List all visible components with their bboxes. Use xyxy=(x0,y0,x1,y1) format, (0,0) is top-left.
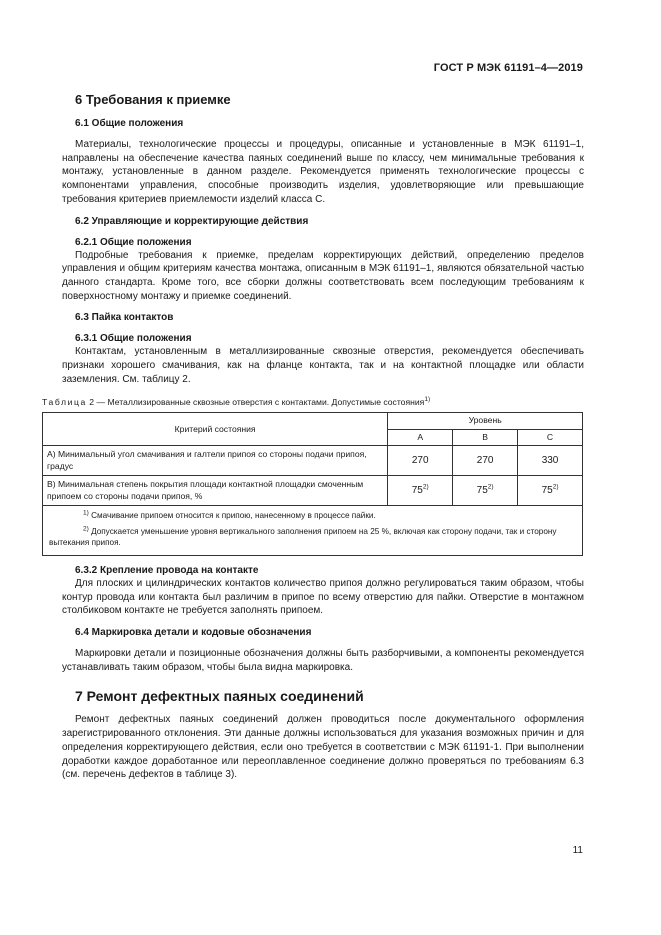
row-criterion: А) Минимальный угол смачивания и галтели припоя со стороны подачи припоя, градус xyxy=(43,446,388,476)
table-caption-footnote-ref: 1) xyxy=(424,396,431,404)
level-a-header: A xyxy=(388,429,453,446)
table-caption-text: 2 — Металлизированные сквозные отверстия с контактами. Допустимые состояния xyxy=(89,397,425,408)
section-6-3-title: 6.3 Пайка контактов xyxy=(75,312,174,324)
section-7-title: 7 Ремонт дефектных паяных соединений xyxy=(75,688,364,705)
section-6-3-1-text: Контактам, установленным в металлизированные сквозные отверстия, рекомендуется обеспечивать признаки хорошего смачивания, как на фланце контакта, так и на контактной площадке или области заземления. См. таблицу 2. xyxy=(62,346,584,385)
table-row xyxy=(43,446,583,476)
section-6-title: 6 Требования к приемке xyxy=(75,92,231,107)
row-value-a-number: 75 xyxy=(411,485,423,497)
section-6-2-1-text: Подробные требования к приемке, пределам корректирующих действий, определению пределов управления и общим критериям качества монтажа, описанным в МЭК 61191–1, являются обязательной частью данного стандарта. Кроме того, все сборки должны соответствовать всем последующим требованиям к поверхностному монтажу и приемке соединений. xyxy=(62,249,584,302)
row-value-c-footnote-ref: 2) xyxy=(552,483,559,491)
row-value-a xyxy=(388,476,453,506)
section-6-3-2-title: 6.3.2 Крепление провода на контакте xyxy=(75,564,259,576)
page-number: 11 xyxy=(572,845,583,856)
row-value-b-number: 75 xyxy=(476,485,488,497)
col-level-header: Уровень xyxy=(388,413,583,430)
row-criterion: В) Минимальная степень покрытия площади контактной площадки смоченным припоем со стороны подачи припоя, % xyxy=(43,476,388,506)
table-row xyxy=(43,476,583,506)
level-c-header: C xyxy=(518,429,583,446)
table-note-2 xyxy=(49,526,576,549)
row-value-c: 330 xyxy=(518,446,583,476)
table-2 xyxy=(42,412,583,556)
section-6-3-1-title: 6.3.1 Общие положения xyxy=(75,333,192,345)
table-header-row xyxy=(43,413,583,430)
standard-header: ГОСТ Р МЭК 61191–4—2019 xyxy=(433,62,583,74)
level-b-header: B xyxy=(453,429,518,446)
row-value-b xyxy=(453,476,518,506)
row-value-b-footnote-ref: 2) xyxy=(487,483,494,491)
row-value-b: 270 xyxy=(453,446,518,476)
table-note-1-ref: 1) xyxy=(83,509,89,517)
table-note-2-ref: 2) xyxy=(83,525,89,533)
table-note-2-text: Допускается уменьшение уровня вертикального заполнения припоем на 25 %, включая как сторону подачи, так и сторону вытекания припоя. xyxy=(49,526,557,548)
table-caption xyxy=(42,396,584,408)
section-6-2-title: 6.2 Управляющие и корректирующие действия xyxy=(75,215,309,227)
row-value-c-number: 75 xyxy=(541,485,553,497)
row-value-a: 270 xyxy=(388,446,453,476)
page-content xyxy=(42,92,584,782)
table-note-1 xyxy=(49,510,576,522)
col-criterion-header: Критерий состояния xyxy=(43,413,388,446)
section-6-4-title: 6.4 Маркировка детали и кодовые обозначения xyxy=(75,627,312,639)
row-value-a-footnote-ref: 2) xyxy=(422,483,429,491)
section-6-3-2-text: Для плоских и цилиндрических контактов количество припоя должно регулироваться таким образом, чтобы контур провода или контакта был различим в припое по всему отверстию для пайки. Отверстие в монтажном столбиковом контакте не требуется заполнять припоем. xyxy=(62,577,584,617)
section-6-1-text: Материалы, технологические процессы и процедуры, описанные и установленные в МЭК 61191–1, направлены на обеспечение качества паяных соединений выше по классу, чем минимальные требования к монтажу, установленные в данном разделе. Рекомендуется применять технологические процессы с компонентами управления, способные производить изделия, удовлетворяющие или превышающие требования критериев приемлемости изделий класса С. xyxy=(62,139,584,205)
section-6-2-1-title: 6.2.1 Общие положения xyxy=(75,236,192,248)
section-6-1-title: 6.1 Общие положения xyxy=(75,118,184,129)
table-notes-row xyxy=(43,506,583,556)
table-note-1-text: Смачивание припоем относится к припою, нанесенному в процессе пайки. xyxy=(91,511,376,521)
table-notes xyxy=(43,506,583,556)
section-6-4-text: Маркировки детали и позиционные обозначения должны быть разборчивыми, а компоненты рекомендуется устанавливать таким образом, чтобы была видна маркировка. xyxy=(62,648,584,673)
section-7-text: Ремонт дефектных паяных соединений должен проводиться после документального оформления зарегистрированного отклонения. Эти данные должны использоваться для указания возможных причин и для определения корректирующего действия, если оно требуется в соответствии с МЭК 61191-1. При выполнении доработки каждое доработанное или переоплавленное соединение должно проверяться по требованиям 6.3 (см. перечень дефектов в таблице 3). xyxy=(62,714,584,781)
table-caption-label: Таблица xyxy=(42,397,87,408)
row-value-c xyxy=(518,476,583,506)
